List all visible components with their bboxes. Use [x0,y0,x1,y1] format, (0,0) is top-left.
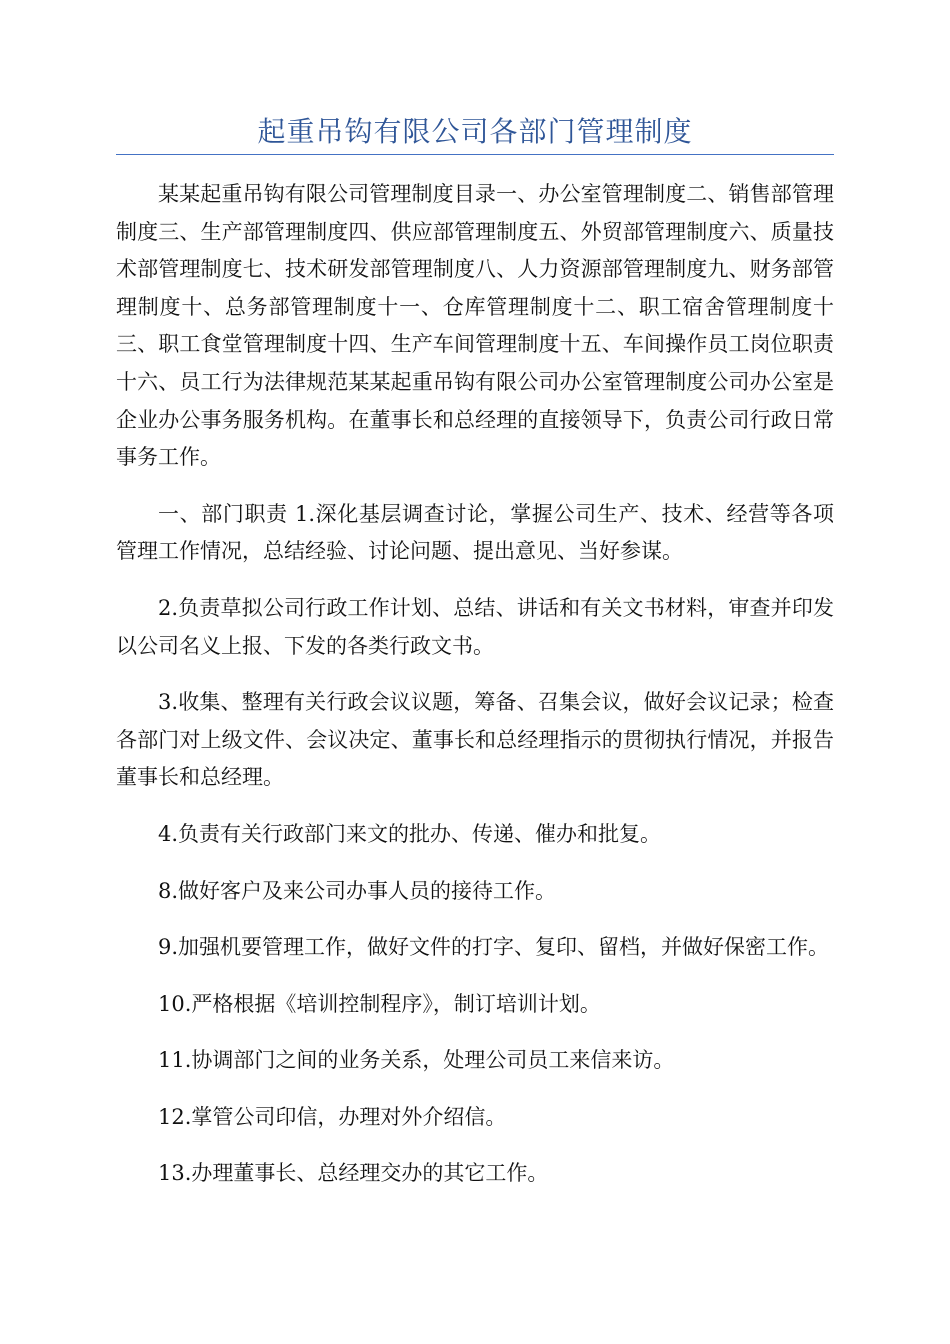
paragraph-item-4: 4.负责有关行政部门来文的批办、传递、催办和批复。 [158,821,662,846]
document-title: 起重吊钩有限公司各部门管理制度 [257,115,693,148]
paragraph-item-1: 一、部门职责 1.深化基层调查讨论，掌握公司生产、技术、经营等各项管理工作情况，总结经验、讨论问题、提出意见、当好参谋。 [116,501,834,564]
paragraph-item-11: 11.协调部门之间的业务关系，处理公司员工来信来访。 [158,1048,675,1073]
paragraph-item-8: 8.做好客户及来公司办事人员的接待工作。 [158,878,557,903]
paragraph-item-13: 13.办理董事长、总经理交办的其它工作。 [158,1161,549,1186]
paragraph-intro: 某某起重吊钩有限公司管理制度目录一、办公室管理制度二、销售部管理制度三、生产部管理制度四、供应部管理制度五、外贸部管理制度六、质量技术部管理制度七、技术研发部管理制度八、人力资源部管理制度九、财务部管理制度十、总务部管理制度十一、仓库管理制度十二、职工宿舍管理制度十三、职工食堂管理制度十四、生产车间管理制度十五、车间操作员工岗位职责十六、员工行为法律规范某某起重吊钩有限公司办公室管理制度公司办公室是企业办公事务服务机构。在董事长和总经理的直接领导下，负责公司行政日常事务工作。 [116,182,834,470]
paragraph-item-3: 3.收集、整理有关行政会议议题，筹备、召集会议，做好会议记录；检查各部门对上级文件、会议决定、董事长和总经理指示的贯彻执行情况，并报告董事长和总经理。 [116,690,834,790]
paragraph-item-2: 2.负责草拟公司行政工作计划、总结、讲话和有关文书材料，审查并印发以公司名义上报、下发的各类行政文书。 [116,595,834,658]
document-body [116,176,834,1212]
paragraph-item-9: 9.加强机要管理工作，做好文件的打字、复印、留档，并做好保密工作。 [158,935,830,960]
paragraph-item-10: 10.严格根据《培训控制程序》，制订培训计划。 [158,991,601,1016]
paragraph-item-12: 12.掌管公司印信，办理对外介绍信。 [158,1104,507,1129]
title-underline [116,154,834,155]
